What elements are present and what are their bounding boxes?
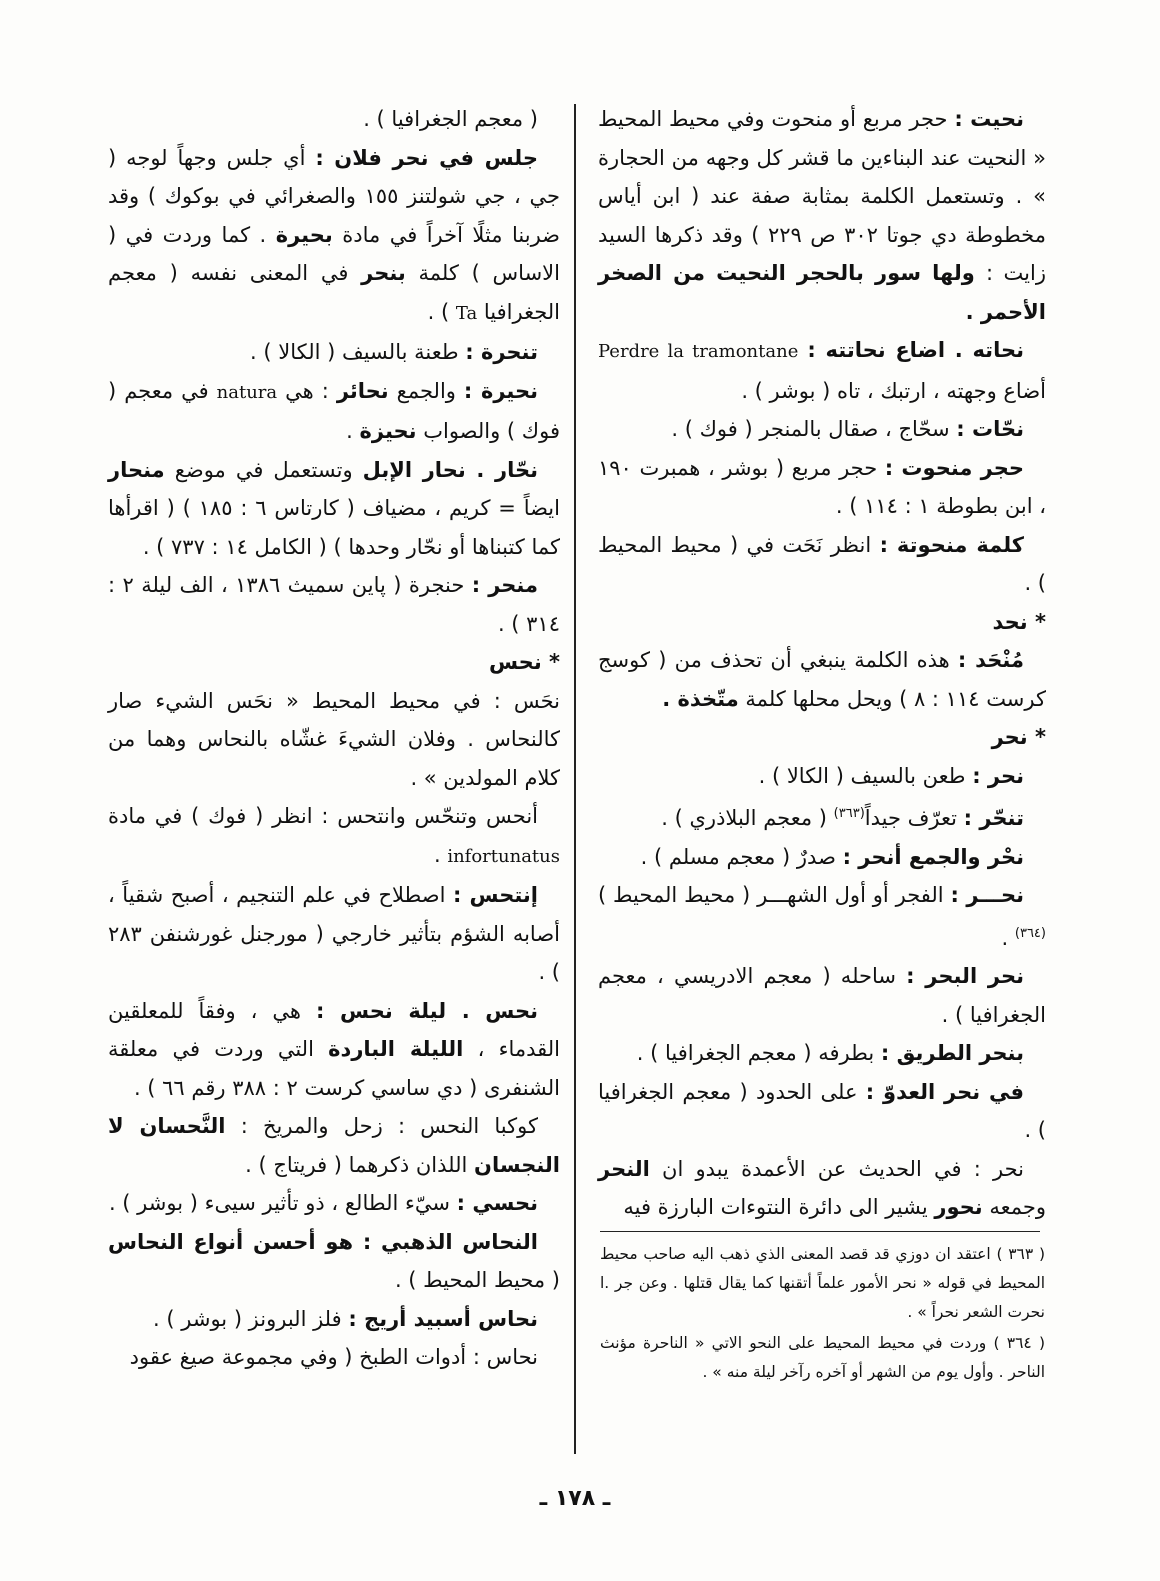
entry-term: النحر (598, 1156, 650, 1181)
entry-text: أي جلس وجهاً لوجه ( جي ، جي شولتنز ١٥٥ والصغرائي في بوكوك ) وقد ضربنا مثلًا آخراً في مادة (108, 145, 560, 247)
entry-text: في محيط المحيط « نحَس الشيء صار كالنحاس . وفلان الشيءَ غشّاه بالنحاس وهما من كلام المولدين » . (108, 688, 560, 790)
footnote-363: ( ٣٦٣ ) اعتقد ان دوزي قد قصد المعنى الذي ذهب اليه صاحب محيط المحيط في قوله « نحر الأمور علماً أتقنها كما يقال قتلها . وعن جر .ا نحرت الشعر نحراً » . (600, 1245, 1045, 1321)
entry-term-2: الليلة الباردة (328, 1037, 464, 1061)
entry-term-3: نحيزة (359, 419, 417, 443)
entry-term: في نحر العدوّ : (865, 1079, 1024, 1104)
entry-tanahhar (598, 795, 1046, 838)
entry-term: تنحرة : (465, 340, 538, 364)
section-heading-nhs: * نحس (489, 650, 560, 674)
entry-mid: . كما وردت في ( الاساس ) كلمة (108, 222, 560, 285)
entry-term: كلمة منحوتة : (879, 532, 1025, 557)
entry-latin: Perdre la tramontane (598, 341, 799, 362)
entry-term: جلس في نحر فلان : (315, 145, 538, 170)
entry-manhar (108, 566, 560, 643)
entry-text: ( محيط المحيط ) . (394, 1268, 560, 1292)
entry-term: نحّات : (956, 417, 1024, 441)
entry-tail: في معجم ( فوك ) والصواب (108, 378, 560, 443)
entry-text: صدرٌ ( معجم مسلم ) . (640, 844, 843, 869)
entry-text: هذه الكلمة ينبغي أن تحذف من ( كوسج كرست ١١٤ : ٨ ) ويحل محلها كلمة (598, 648, 1046, 711)
entry-tail: في المعنى نفسه ( معجم الجغرافيا (108, 261, 560, 324)
entry-term-3: بنحر (361, 261, 406, 285)
entry-hajar-manhut (598, 449, 1046, 526)
entry-term: نحيرة : (463, 378, 539, 403)
entry-intahasa (108, 876, 560, 992)
entry-mid: وجمعه (982, 1195, 1046, 1219)
entry-nahasa (108, 682, 560, 798)
entry-nahata (598, 331, 1046, 410)
entry-text: حنجرة ( پاين سميث ١٣٨٦ ، الف ليلة ٢ : ٣١٤ ) . (108, 573, 560, 636)
entry-nahhat (598, 410, 1046, 449)
entry-tanhara (108, 333, 560, 372)
entry-continued (108, 100, 560, 139)
entry-text: طعنة بالسيف ( الكالا ) . (250, 340, 466, 364)
page-number: ـ ١٧٨ ـ (539, 1486, 611, 1511)
entry-term: إنتحس : (452, 883, 538, 907)
entry-text: طعن بالسيف ( الكالا ) . (758, 763, 973, 788)
entry-nahhar (108, 451, 560, 567)
entry-text: أضاع وجهته ، ارتبك ، تاه ( بوشر ) . (741, 378, 1046, 403)
entry-term: النَّحسان لا النجسان (108, 1114, 560, 1177)
entry-text: فلز البرونز ( بوشر ) . (153, 1306, 349, 1331)
entry-tail: ايضاً = كريم ، مضياف ( كارتاس ٦ : ١٨٥ ) ( اقرأها كما كتبناها أو نحّار وحدها ) ( الكامل ١٤ : ٧٣٧ ) . (108, 496, 560, 559)
entry-text: تعرّف جيداً (864, 806, 964, 830)
column-divider (574, 104, 576, 1454)
entry-jalasa-fi-nahr (108, 139, 560, 334)
entry-term-2: نحائر (336, 378, 389, 403)
entry-tail: . (1001, 925, 1015, 950)
entry-term: نحر : (972, 763, 1024, 788)
entry-latin: infortunatus (447, 845, 560, 867)
entry-nahr-anhur (598, 838, 1046, 877)
entry-tail: التي وردت في معلقة الشنفرى ( دي ساسي كرست ٢ : ٣٨٨ رقم ٦٦ ) . (108, 1037, 560, 1100)
entry-text: والجمع (388, 378, 464, 403)
entry-quote: ولها سور بالحجر النحيت من الصخر الأحمر . (598, 261, 1046, 324)
entry-term: نحاس أسبيد أريج : (348, 1306, 538, 1331)
entry-text: على الحدود ( معجم الجغرافيا ) . (598, 1079, 1046, 1142)
entry-term: النحاس الذهبي : هو أحسن أنواع النحاس (108, 1229, 538, 1254)
entry-term: تنحّر : (963, 806, 1024, 830)
entry-text: انظر نَحَت في ( محيط المحيط ) . (598, 532, 1046, 595)
entry-term: نحَس : (493, 688, 560, 713)
section-heading-nhd: * نحد (992, 609, 1046, 634)
entry-nahs-layla (108, 992, 560, 1108)
entry-term: نحاته . اضاع نحاتته : (807, 338, 1024, 362)
entry-text: حجر مربع ( بوشر ، همبرت ١٩٠ ، ابن بطوطة ١ : ١١٤ ) . (598, 455, 1046, 518)
entry-nuhas-asbid (108, 1300, 560, 1339)
entry-text: وتستعمل في موضع (164, 457, 363, 482)
entry-nahira (108, 372, 560, 451)
entry-kalima-manhuta (598, 526, 1046, 603)
entry-tail: . (433, 842, 448, 867)
section-heading-nhr: * نحر (991, 725, 1046, 749)
entry-text: ( معجم الجغرافيا ) . (363, 107, 538, 131)
entry-term: حجر منحوت : (884, 455, 1024, 480)
entry-text: سيّء الطالع ، ذو تأثير سيىء ( بوشر ) . (108, 1191, 457, 1215)
left-column (108, 100, 560, 1377)
entry-nahsi (108, 1184, 560, 1223)
entry-nahit (598, 100, 1046, 331)
entry-text: الفجر أو أول الشهـــر ( محيط المحيط ) (598, 883, 951, 907)
entry-nahar (598, 757, 1046, 796)
entry-nahr-bahr (598, 957, 1046, 1034)
entry-term-2: نحور (934, 1195, 983, 1219)
right-column (598, 100, 1046, 1227)
entry-tail-2: ) . (427, 299, 456, 324)
entry-nahr-fajr (598, 876, 1046, 957)
entry-term: نحسي : (456, 1191, 538, 1215)
entry-nuhas-utensils (108, 1338, 560, 1377)
entry-latin: natura (216, 381, 278, 403)
entry-term: أنحس وتنحّس وانتحس : (321, 804, 538, 828)
entry-text: هي ، وفقاً للمعلقين القدماء ، (108, 998, 561, 1061)
entry-text: حجر مربع أو منحوت وفي محيط المحيط « النحيت عند البناءين ما قشر كل وجهه من الحجارة » . وتستعمل الكلمة بمثابة صفة عند ( ابن أياس مخطوطة دي جوتا ٣٠٢ ص ٢٢٩ ) وقد ذكرها السيد زايت : (598, 107, 1046, 285)
entry-nuhas-dhahabi (108, 1223, 560, 1300)
entry-latin: Ta (455, 302, 478, 324)
footnote-ref[interactable]: (٣٦٣) (833, 806, 865, 821)
entry-term: نحّار . نحار الإبل (362, 457, 538, 482)
entry-kawkaba-nahs (108, 1107, 560, 1184)
footnotes (600, 1240, 1045, 1389)
entry-term: نحْر والجمع أنحر : (842, 844, 1024, 869)
entry-term-2: منحار (108, 457, 165, 482)
entry-text: اصطلاح في علم التنجيم ، أصبح شقياً ، أصابه الشؤم بتأثير خارجي ( مورجنل غورشنفن ٢٨٣ ) . (108, 883, 560, 984)
entry-term: منحر : (471, 573, 538, 597)
entry-munhad (598, 641, 1046, 718)
entry-text: بطرفه ( معجم الجغرافيا ) . (636, 1041, 881, 1065)
entry-term-2: بحيرة (275, 222, 333, 247)
entry-term: نحيت : (954, 107, 1024, 131)
footnote-364: ( ٣٦٤ ) وردت في محيط المحيط على النحو الاتي « الناحرة مؤنث الناحر . وأول يوم من الشهر أو آخره رآخر ليلة منه » . (600, 1334, 1046, 1381)
entry-anhasa (108, 797, 560, 876)
entry-term: مُنْحَد : (957, 648, 1024, 672)
entry-text: أدوات الطبخ ( وفي مجموعة صيغ عقود (129, 1345, 473, 1369)
footnote-rule (600, 1231, 1040, 1232)
footnote-ref[interactable]: (٣٦٤) (1014, 925, 1046, 941)
entry-nahr-aduw (598, 1073, 1046, 1150)
entry-text: انظر ( فوك ) في مادة (108, 804, 322, 828)
entry-tail-2: . (346, 419, 360, 443)
entry-mid: : هي (277, 378, 337, 403)
entry-lead: نحر : في الحديث عن الأعمدة يبدو ان (649, 1156, 1024, 1181)
entry-term: نحاس : (472, 1345, 538, 1369)
entry-term: نحس . ليلة نحس : (316, 998, 539, 1023)
entry-tail: ( معجم البلاذري ) . (661, 806, 834, 830)
entry-tail: متّخذة . (662, 686, 739, 711)
entry-lead: كوكبا النحس : زحل والمريخ : (225, 1114, 538, 1138)
entry-text: يشير الى دائرة النتوءات البارزة فيه (623, 1195, 935, 1219)
entry-term: بنحر الطريق : (880, 1041, 1024, 1065)
entry-term: نحـــر : (950, 883, 1024, 907)
entry-text: سحّاج ، صقال بالمنجر ( فوك ) . (671, 417, 957, 441)
entry-nahr-columns (598, 1150, 1046, 1227)
entry-binahr-tariq (598, 1034, 1046, 1073)
entry-text: ساحله ( معجم الادريسي ، معجم الجغرافيا ) . (598, 964, 1046, 1027)
entry-term: نحر البحر : (906, 964, 1024, 988)
entry-text: اللذان ذكرهما ( فريتاج ) . (245, 1152, 475, 1177)
